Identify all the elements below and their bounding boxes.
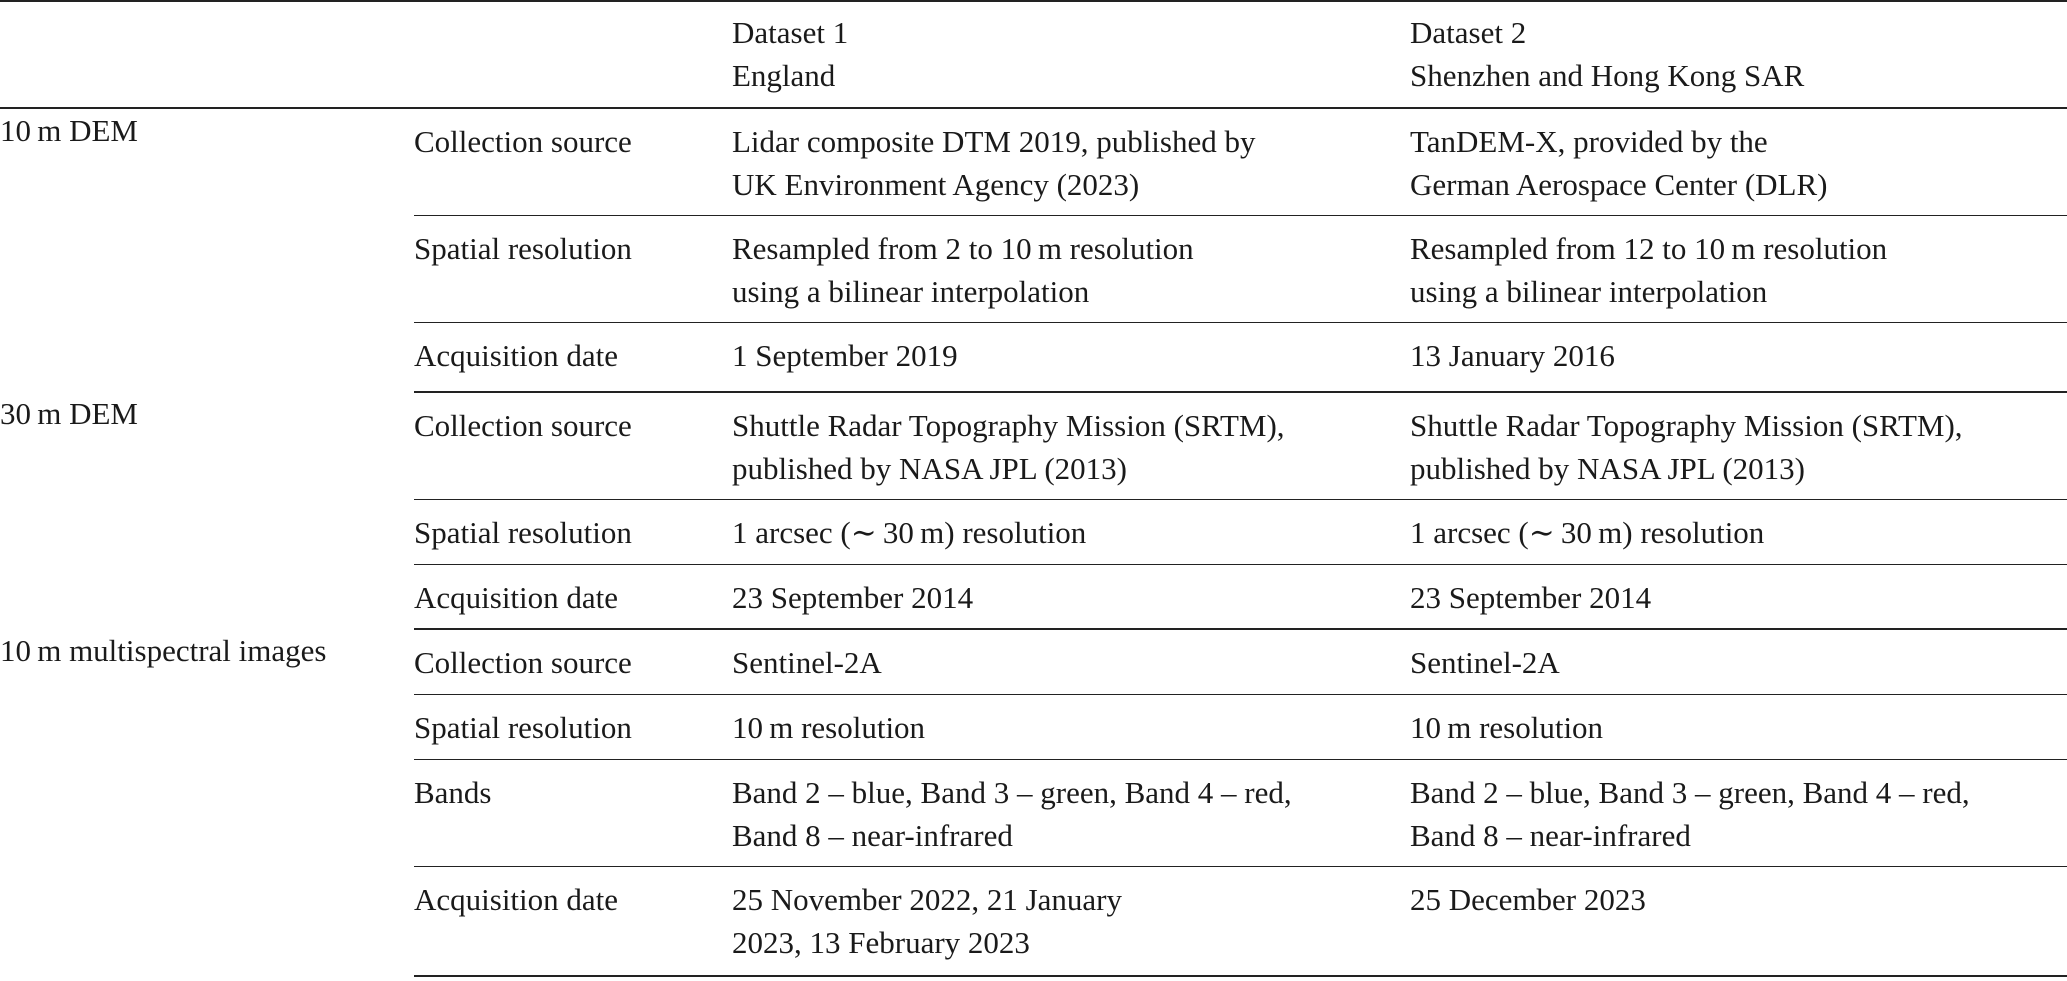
value-line: Shuttle Radar Topography Mission (SRTM), bbox=[732, 408, 1285, 443]
dataset-1-value bbox=[732, 392, 1410, 499]
value-line: 25 December 2023 bbox=[1410, 881, 1646, 917]
value-line: published by NASA JPL (2013) bbox=[1410, 451, 1805, 486]
value-line: using a bilinear interpolation bbox=[1410, 273, 1768, 309]
dataset-2-value bbox=[1410, 629, 2067, 694]
dataset-1-value bbox=[732, 866, 1410, 976]
dataset-1-value bbox=[732, 322, 1410, 392]
header-dataset-1 bbox=[732, 1, 1410, 108]
dataset-2-value bbox=[1410, 108, 2067, 215]
value-line: Resampled from 12 to 10 m resolution bbox=[1410, 230, 1888, 266]
dataset-2-value bbox=[1410, 694, 2067, 759]
field-label: Bands bbox=[414, 759, 732, 866]
header-empty-cell bbox=[414, 1, 732, 108]
value-line: UK Environment Agency (2023) bbox=[732, 167, 1140, 202]
dataset-2-value bbox=[1410, 322, 2067, 392]
field-label: Collection source bbox=[414, 392, 732, 499]
header-dataset-2-region: Shenzhen and Hong Kong SAR bbox=[1410, 58, 1805, 93]
value-line: Lidar composite DTM 2019, published by bbox=[732, 124, 1256, 159]
value-line: 2023, 13 February 2023 bbox=[732, 924, 1030, 960]
field-label: Acquisition date bbox=[414, 866, 732, 976]
value-line: Band 2 – blue, Band 3 – green, Band 4 – red, bbox=[1410, 774, 1970, 810]
value-line: Shuttle Radar Topography Mission (SRTM), bbox=[1410, 408, 1963, 443]
dataset-2-value bbox=[1410, 392, 2067, 499]
field-label: Spatial resolution bbox=[414, 499, 732, 564]
dataset-1-value bbox=[732, 694, 1410, 759]
value-line: 1 September 2019 bbox=[732, 337, 958, 373]
dataset-1-value bbox=[732, 759, 1410, 866]
value-line: Sentinel-2A bbox=[732, 645, 882, 680]
value-line: 13 January 2016 bbox=[1410, 337, 1615, 373]
value-line: German Aerospace Center (DLR) bbox=[1410, 167, 1828, 202]
dataset-2-value bbox=[1410, 564, 2067, 629]
group-label-10m-multispectral: 10 m multispectral images bbox=[0, 633, 327, 668]
table-row bbox=[0, 108, 2067, 215]
field-label: Collection source bbox=[414, 629, 732, 694]
value-line: Resampled from 2 to 10 m resolution bbox=[732, 230, 1194, 266]
value-line: 25 November 2022, 21 January bbox=[732, 881, 1122, 917]
value-line: Band 8 – near-infrared bbox=[732, 817, 1013, 853]
dataset-1-value bbox=[732, 564, 1410, 629]
value-line: 1 arcsec (∼ 30 m) resolution bbox=[1410, 514, 1765, 550]
header-dataset-2 bbox=[1410, 1, 2067, 108]
value-line: 23 September 2014 bbox=[732, 579, 974, 615]
value-line: using a bilinear interpolation bbox=[732, 273, 1090, 309]
field-label: Acquisition date bbox=[414, 322, 732, 392]
header-dataset-2-name: Dataset 2 bbox=[1410, 15, 1527, 50]
dataset-2-value bbox=[1410, 499, 2067, 564]
dataset-1-value bbox=[732, 499, 1410, 564]
field-label: Acquisition date bbox=[414, 564, 732, 629]
dataset-2-value bbox=[1410, 759, 2067, 866]
header-dataset-1-name: Dataset 1 bbox=[732, 15, 849, 50]
dataset-2-value bbox=[1410, 866, 2067, 976]
value-line: 10 m resolution bbox=[1410, 709, 1604, 745]
field-label: Spatial resolution bbox=[414, 694, 732, 759]
value-line: Sentinel-2A bbox=[1410, 645, 1560, 680]
table-row bbox=[0, 392, 2067, 499]
header-row bbox=[0, 1, 2067, 108]
dataset-1-value bbox=[732, 108, 1410, 215]
value-line: published by NASA JPL (2013) bbox=[732, 451, 1127, 486]
value-line: Band 8 – near-infrared bbox=[1410, 817, 1691, 853]
value-line: TanDEM-X, provided by the bbox=[1410, 124, 1768, 159]
value-line: Band 2 – blue, Band 3 – green, Band 4 – red, bbox=[732, 774, 1292, 810]
dataset-1-value bbox=[732, 215, 1410, 322]
value-line: 23 September 2014 bbox=[1410, 579, 1652, 615]
field-label: Spatial resolution bbox=[414, 215, 732, 322]
group-label-30m-dem: 30 m DEM bbox=[0, 396, 138, 431]
value-line: 10 m resolution bbox=[732, 709, 926, 745]
field-label: Collection source bbox=[414, 108, 732, 215]
dataset-2-value bbox=[1410, 215, 2067, 322]
dataset-1-value bbox=[732, 629, 1410, 694]
value-line: 1 arcsec (∼ 30 m) resolution bbox=[732, 514, 1087, 550]
group-label-10m-dem: 10 m DEM bbox=[0, 113, 138, 148]
header-dataset-1-region: England bbox=[732, 58, 836, 93]
header-empty-cell bbox=[0, 1, 414, 108]
table-row bbox=[0, 629, 2067, 694]
